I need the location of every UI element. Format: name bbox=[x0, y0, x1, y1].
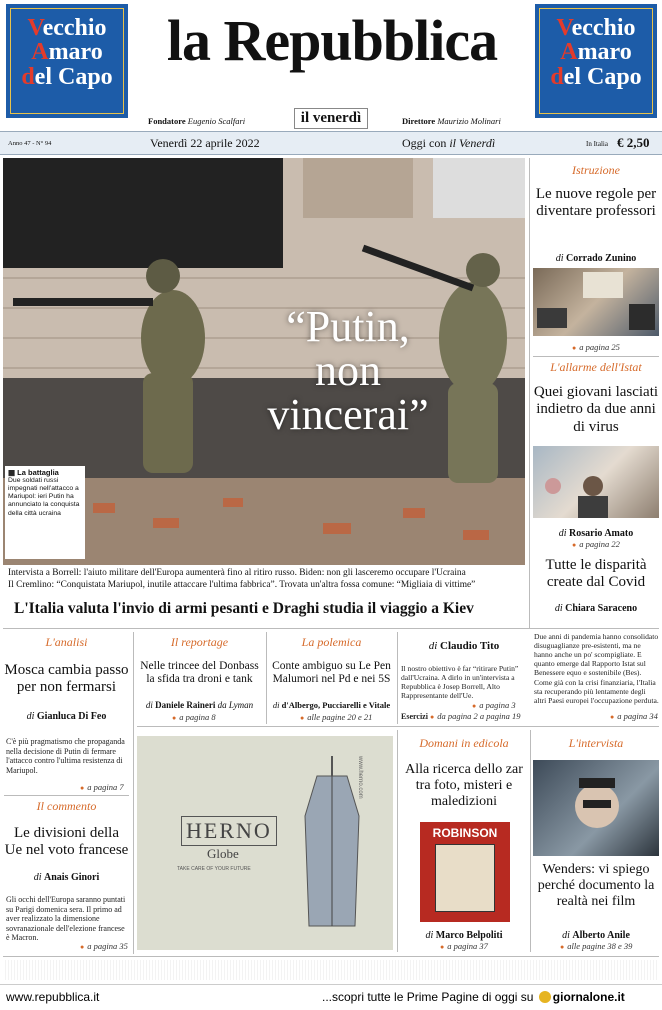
reportage-page: ● a pagina 8 bbox=[172, 712, 216, 722]
footer-link-giornalone[interactable]: giornalone.it bbox=[552, 990, 625, 1004]
author: Rosario Amato bbox=[569, 528, 634, 539]
polemica-kicker: La polemica bbox=[301, 635, 362, 649]
s1-title[interactable]: Le nuove regole per diventare professori bbox=[535, 186, 657, 220]
s2-title[interactable]: Quei giovani lasciati indietro da due anni di virus bbox=[533, 384, 659, 435]
herno-brand: HERNO bbox=[181, 816, 277, 846]
herno-tag: TAKE CARE OF YOUR FUTURE bbox=[177, 866, 251, 872]
robinson-title: ROBINSON bbox=[432, 826, 498, 840]
legal-strip bbox=[3, 960, 659, 980]
by: di bbox=[26, 711, 35, 722]
today-with bbox=[402, 136, 495, 151]
hero-subline-1: Intervista a Borrell: l'aiuto militare dell'Europa aumenterà fino al ritiro russo. Biden: non gli lasceremo occupare l'Ucraina bbox=[8, 568, 466, 578]
director-label: Direttore bbox=[402, 116, 436, 126]
ad-amaro-left[interactable] bbox=[4, 2, 130, 120]
tito-extra bbox=[401, 711, 527, 722]
s4-photo bbox=[533, 760, 659, 856]
by: di bbox=[428, 640, 438, 652]
edicola-kicker: Domani in edicola bbox=[419, 736, 509, 750]
camera-icon: ▦ bbox=[8, 468, 18, 477]
robinson-image bbox=[435, 844, 495, 912]
by: di bbox=[554, 603, 563, 614]
hero-subline-2: Il Cremlino: “Conquistata Mariupol, inutile attaccare l'ultima fabbrica”. Trovata un'altra fossa comune: “Migliaia di vittime” bbox=[8, 580, 476, 590]
polemica-title[interactable]: Conte ambiguo su Le Pen Malumori nel Pd e nei 5S bbox=[272, 660, 391, 686]
edicola-title[interactable]: Alla ricerca dello zar tra foto, misteri e maledizioni bbox=[405, 762, 523, 810]
robinson-cover bbox=[420, 822, 510, 922]
reportage-kicker: Il reportage bbox=[170, 635, 229, 649]
s3-title[interactable]: Tutte le disparità create dal Covid bbox=[545, 557, 647, 591]
commento-title[interactable]: Le divisioni della Ue nel voto francese bbox=[4, 825, 129, 859]
analisi-kicker: L'analisi bbox=[45, 635, 88, 649]
author: Anais Ginori bbox=[43, 872, 100, 883]
by: di bbox=[272, 700, 280, 710]
reportage-title[interactable]: Nelle trincee del Donbass la sfida tra droni e tank bbox=[140, 660, 259, 686]
analisi-page: ● a pagina 7 bbox=[80, 782, 124, 792]
masthead-title: la Repubblica bbox=[166, 8, 498, 73]
extra-label: Esercizi bbox=[401, 712, 428, 721]
extra-page: ● da pagina 2 a pagina 19 bbox=[430, 711, 521, 721]
founder-label: Fondatore bbox=[148, 116, 186, 126]
ad-line: Amaro bbox=[31, 39, 103, 66]
analisi-byline bbox=[4, 711, 129, 722]
date: Venerdì 22 aprile 2022 bbox=[150, 136, 260, 150]
ad-line: Amaro bbox=[560, 39, 632, 66]
polemica-byline bbox=[269, 700, 394, 710]
hero-caption bbox=[5, 466, 85, 559]
divider bbox=[133, 632, 134, 954]
caption-title-text: La battaglia bbox=[17, 468, 59, 477]
s4-kicker: L'intervista bbox=[568, 736, 624, 750]
youth-illustration bbox=[533, 446, 659, 518]
s1-page: ● a pagina 25 bbox=[572, 342, 620, 352]
commento-page: ● a pagina 35 bbox=[80, 941, 128, 951]
commento-kicker: Il commento bbox=[36, 799, 97, 813]
hero-quote bbox=[208, 302, 488, 439]
director-name: Maurizio Molinari bbox=[437, 116, 501, 126]
ad-line: Vecchio bbox=[556, 15, 636, 41]
herno-site: www.herno.com bbox=[357, 756, 363, 799]
author: Gianluca Di Feo bbox=[36, 711, 107, 722]
divider bbox=[266, 632, 267, 724]
ad-herno[interactable] bbox=[137, 736, 393, 950]
commento-text: Gli occhi dell'Europa saranno puntati su Parigi domenica sera. Il primo ad aver realizzato la dimensione sovranazionale dell'elezione francese è Macron. bbox=[6, 895, 126, 943]
analisi-title[interactable]: Mosca cambia passo per non fermarsi bbox=[4, 662, 129, 696]
tito-page: ● a pagina 3 bbox=[472, 700, 516, 710]
polemica-page: ● alle pagine 20 e 21 bbox=[300, 712, 372, 722]
footer-link-repubblica[interactable]: www.repubblica.it bbox=[6, 990, 100, 1004]
s1-byline bbox=[533, 253, 659, 264]
s2-kicker: L'allarme dell'Istat bbox=[550, 360, 642, 374]
herno-line: Globe bbox=[207, 846, 239, 861]
quote-line: “Putin, bbox=[286, 302, 410, 351]
author: Claudio Tito bbox=[440, 640, 500, 652]
country-label: In Italia bbox=[586, 140, 608, 148]
date-bar bbox=[0, 131, 662, 155]
tito-text: Il nostro obiettivo è far “ritirare Putin” dall'Ucraina. A dirlo in un'intervista a Repubblica è Josep Borrell, Alto Rappresentante dell'Ue. bbox=[401, 664, 519, 701]
divider bbox=[3, 956, 659, 957]
ad-amaro-right[interactable] bbox=[533, 2, 659, 120]
founder-name: Eugenio Scalfari bbox=[187, 116, 246, 126]
caption-text: Due soldati russi impegnati nell'attacco a Mariupol: ieri Putin ha annunciato la conquista della città ucraina bbox=[8, 477, 80, 517]
divider bbox=[397, 632, 398, 724]
tito-byline bbox=[400, 640, 528, 652]
price: € 2,50 bbox=[617, 135, 650, 150]
today-with-label: Oggi con bbox=[402, 136, 447, 150]
divider bbox=[529, 158, 530, 628]
by: di bbox=[145, 700, 153, 710]
wenders-illustration bbox=[533, 760, 659, 856]
director-line bbox=[402, 116, 501, 126]
s4-page: ● alle pagine 38 e 39 bbox=[560, 941, 632, 951]
quote-line: vincerai” bbox=[267, 390, 429, 439]
divider bbox=[530, 730, 531, 952]
by: di bbox=[562, 930, 570, 941]
quote-line: non bbox=[315, 346, 381, 395]
s2-photo bbox=[533, 446, 659, 518]
commento-byline bbox=[4, 872, 129, 883]
today-with-pub: il Venerdì bbox=[449, 136, 496, 150]
by: di bbox=[555, 253, 564, 264]
s2-page: ● a pagina 22 bbox=[572, 539, 620, 549]
s3-byline bbox=[533, 603, 659, 614]
author: Chiara Saraceno bbox=[565, 603, 638, 614]
divider bbox=[3, 628, 659, 629]
ad-line: del Capo bbox=[21, 63, 113, 90]
divider bbox=[397, 730, 398, 952]
divider bbox=[4, 795, 129, 796]
s4-title[interactable]: Wenders: vi spiego perché documento la realtà nei film bbox=[537, 862, 655, 910]
founder-line bbox=[148, 116, 245, 126]
author: Corrado Zunino bbox=[565, 253, 637, 264]
giornalone-icon bbox=[539, 991, 551, 1003]
ad-line: Vecchio bbox=[27, 15, 107, 41]
issue-number: Anno 47 - N° 94 bbox=[8, 140, 52, 147]
authors: d'Albergo, Pucciarelli e Vitale bbox=[281, 700, 391, 710]
divider bbox=[533, 356, 659, 357]
caption-title bbox=[8, 468, 82, 477]
divider bbox=[137, 726, 659, 727]
reportage-byline bbox=[137, 700, 262, 710]
by: di bbox=[425, 930, 434, 941]
analisi-text: C'è più pragmatismo che propaganda nella decisione di Putin di fermare l'attacco contro l'ultima resistenza di Mariupol. bbox=[6, 737, 125, 775]
edicola-page: ● a pagina 37 bbox=[440, 941, 488, 951]
s1-photo bbox=[533, 268, 659, 336]
main-headline[interactable]: L'Italia valuta l'invio di armi pesanti e Draghi studia il viaggio a Kiev bbox=[14, 600, 474, 617]
author: Alberto Anile bbox=[572, 930, 630, 941]
by: di bbox=[33, 872, 42, 883]
by: di bbox=[558, 528, 567, 539]
ad-line: del Capo bbox=[550, 63, 642, 90]
author: Daniele Raineri bbox=[155, 700, 216, 710]
footer-right-prefix: ...scopri tutte le Prime Pagine di oggi su bbox=[322, 990, 534, 1004]
footer-right bbox=[322, 990, 625, 1004]
edicola-byline bbox=[400, 930, 528, 941]
jacket-illustration bbox=[297, 756, 367, 936]
s3-page: ● a pagina 34 bbox=[610, 711, 658, 721]
author: Marco Belpoliti bbox=[435, 930, 503, 941]
classroom-illustration bbox=[533, 268, 659, 336]
s4-byline bbox=[533, 930, 659, 941]
supplement-logo: il venerdì bbox=[294, 108, 368, 129]
s2-byline bbox=[533, 528, 659, 539]
s1-kicker: Istruzione bbox=[572, 163, 620, 177]
s3-text: Due anni di pandemia hanno consolidato disuguaglianze pre-esistenti, ma ne hanno anche un po' scompigliate. E quanto emerge dal Rapporto Istat sul Benessere equo e sostenibile (Bes). Come già con la crisi finanziaria, l'Italia sta recuperando più lentamente degli altri Paesi europei l'occupazione perduta. bbox=[534, 632, 659, 705]
location: da Lyman bbox=[217, 700, 254, 710]
